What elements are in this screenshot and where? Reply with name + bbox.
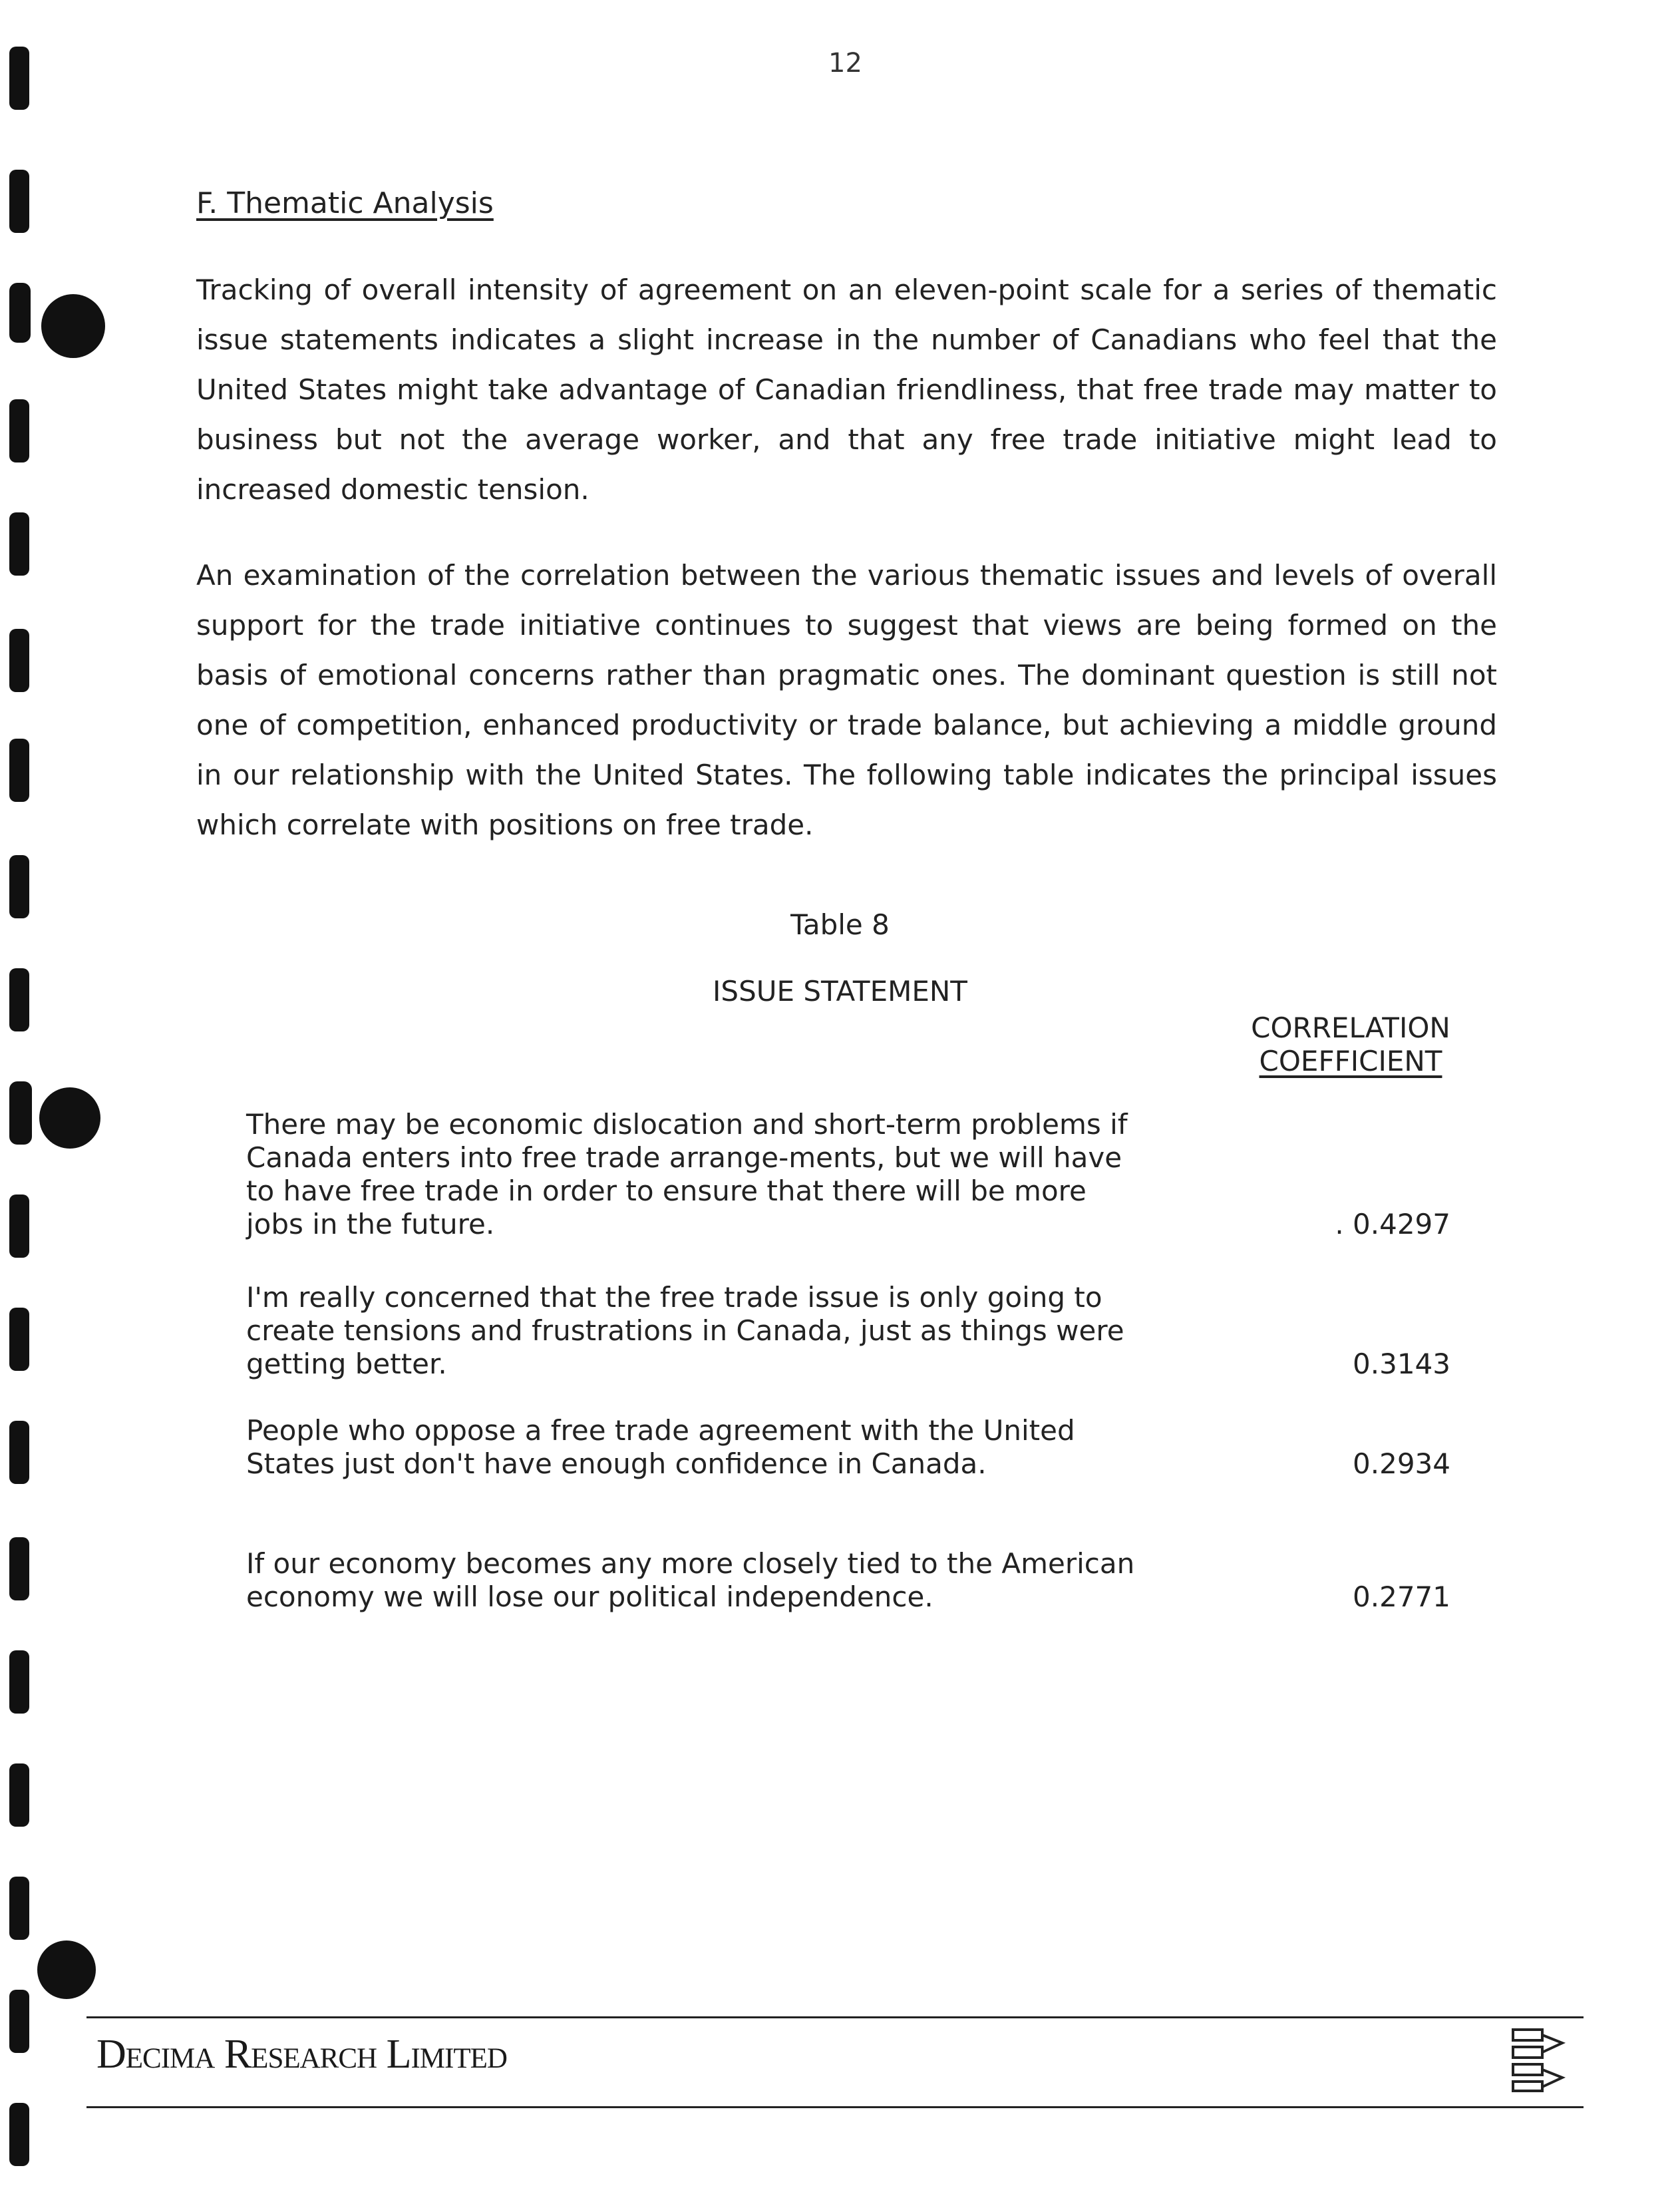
footer-rule-bottom [86, 2106, 1584, 2108]
section-heading: F. Thematic Analysis [196, 186, 494, 220]
table-row [246, 1414, 1450, 1481]
body-paragraph: Tracking of overall intensity of agreement on an eleven-point scale for a series of thematic issue statements indicates a slight increase in the number of Canadians who feel that the United States might take advantage of Canadian friendliness, that free trade may matter to business but not the average worker, and that any free trade initiative might lead to increased domestic tension. [196, 274, 1497, 506]
table-row [246, 1108, 1450, 1241]
table-title: Table 8 [790, 908, 890, 941]
issue-statement-header: ISSUE STATEMENT [713, 975, 967, 1008]
binder-holes [0, 0, 106, 2210]
correlation-coefficient-header [1231, 1012, 1470, 1078]
page-number: 12 [828, 48, 862, 79]
table-row [246, 1547, 1450, 1614]
issue-statement: People who oppose a free trade agreement with the United States just don't have enough confidence in Canada. [246, 1414, 1075, 1480]
decima-logo-icon [1509, 2023, 1569, 2096]
coefficient-header-line: COEFFICIENT [1259, 1045, 1442, 1077]
issue-statement: If our economy becomes any more closely tied to the American economy we will lose our political independence. [246, 1547, 1135, 1613]
footer-rule-top [86, 2016, 1584, 2018]
correlation-value: 0.2934 [1353, 1447, 1450, 1480]
footer-company-name: Decima Research Limited [96, 2032, 507, 2077]
correlation-value: 0.2771 [1353, 1580, 1450, 1613]
issue-statement: There may be economic dislocation and short-term problems if Canada enters into free trade arrange-ments, but we will have to have free trade in order to ensure that there will be more jobs in the future. [246, 1108, 1128, 1240]
body-paragraph: An examination of the correlation between the various thematic issues and levels of overall support for the trade initiative continues to suggest that views are being formed on the basis of emotional concerns rather than pragmatic ones. The dominant question is still not one of competition, enhanced productivity or trade balance, but achieving a middle ground in our relationship with the United States. The following table indicates the principal issues which correlate with positions on free trade. [196, 559, 1497, 841]
correlation-value: 0.3143 [1353, 1348, 1450, 1380]
table-row [246, 1281, 1450, 1381]
correlation-value: . 0.4297 [1335, 1208, 1450, 1240]
issue-statement: I'm really concerned that the free trade issue is only going to create tensions and frustrations in Canada, just as things were getting better. [246, 1281, 1124, 1380]
correlation-header-line: CORRELATION [1251, 1012, 1450, 1044]
